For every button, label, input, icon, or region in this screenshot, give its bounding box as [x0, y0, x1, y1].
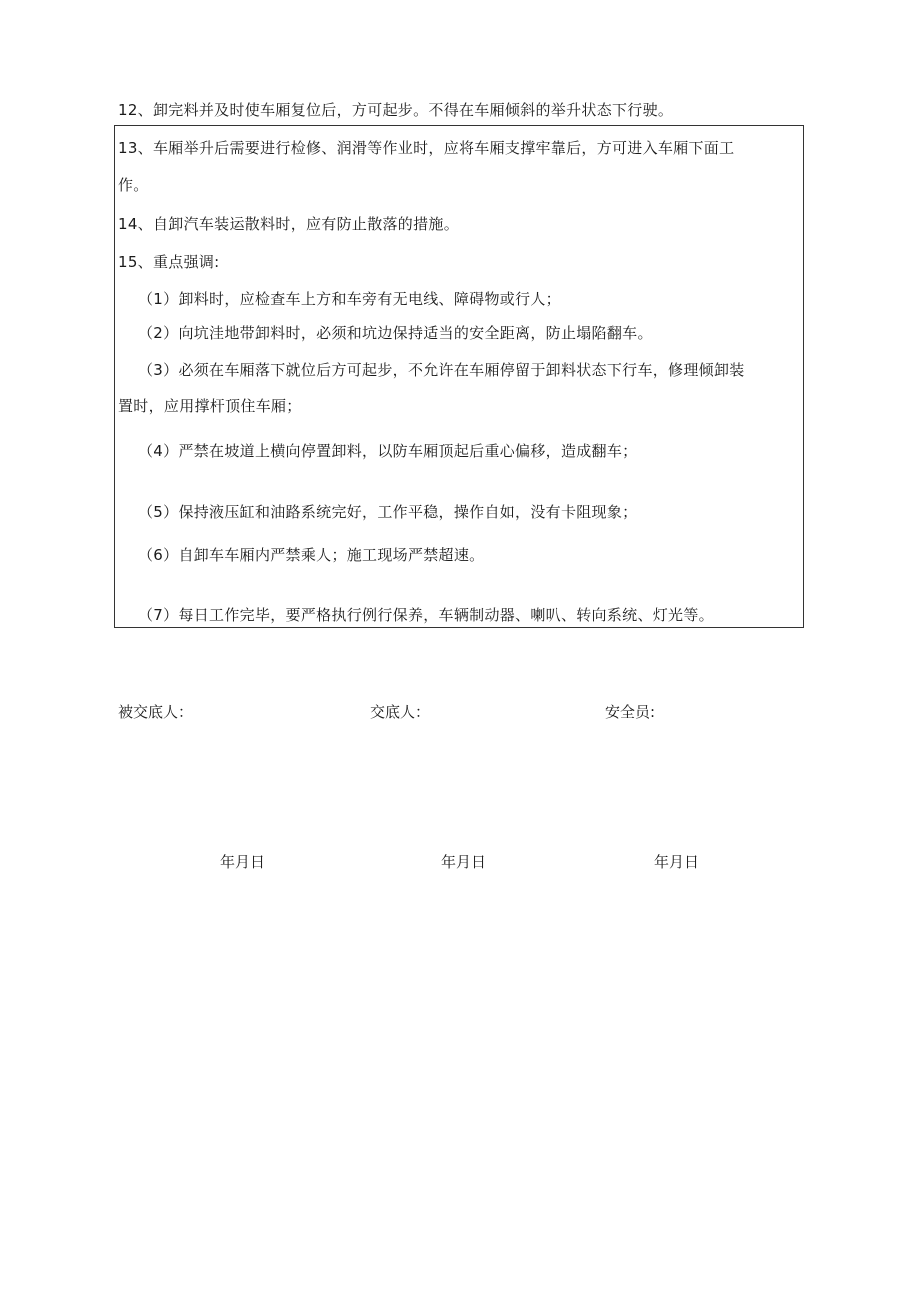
sub-item-1: （1）卸料时，应检查车上方和车旁有无电线、障碍物或行人； [138, 290, 561, 308]
date-recipient: 年月日 [220, 853, 266, 871]
item-13-line2: 作。 [118, 176, 149, 194]
discloser-label: 交底人： [370, 703, 431, 721]
sub-item-2: （2）向坑洼地带卸料时，必须和坑边保持适当的安全距离，防止塌陷翻车。 [138, 324, 653, 342]
item-14: 14、自卸汽车装运散料时，应有防止散落的措施。 [118, 215, 459, 233]
date-safety-officer: 年月日 [654, 853, 700, 871]
recipient-label: 被交底人： [118, 703, 194, 721]
item-12: 12、卸完料并及时使车厢复位后，方可起步。不得在车厢倾斜的举升状态下行驶。 [118, 101, 674, 119]
sub-item-3-line2: 置时，应用撑杆顶住车厢； [118, 397, 302, 415]
sub-item-6: （6）自卸车车厢内严禁乘人；施工现场严禁超速。 [138, 546, 485, 564]
sub-item-5: （5）保持液压缸和油路系统完好，工作平稳，操作自如，没有卡阻现象； [138, 503, 638, 521]
item-13-line1: 13、车厢举升后需要进行检修、润滑等作业时，应将车厢支撑牢靠后，方可进入车厢下面工 [118, 139, 735, 157]
safety-officer-label: 安全员: [605, 703, 656, 721]
sub-item-4: （4）严禁在坡道上横向停置卸料，以防车厢顶起后重心偏移，造成翻车； [138, 442, 638, 460]
sub-item-3-line1: （3）必须在车厢落下就位后方可起步，不允许在车厢停留于卸料状态下行车，修理倾卸装 [138, 361, 745, 379]
date-discloser: 年月日 [441, 853, 487, 871]
sub-item-7: （7）每日工作完毕，要严格执行例行保养，车辆制动器、喇叭、转向系统、灯光等。 [138, 606, 714, 624]
item-15: 15、重点强调: [118, 253, 220, 271]
